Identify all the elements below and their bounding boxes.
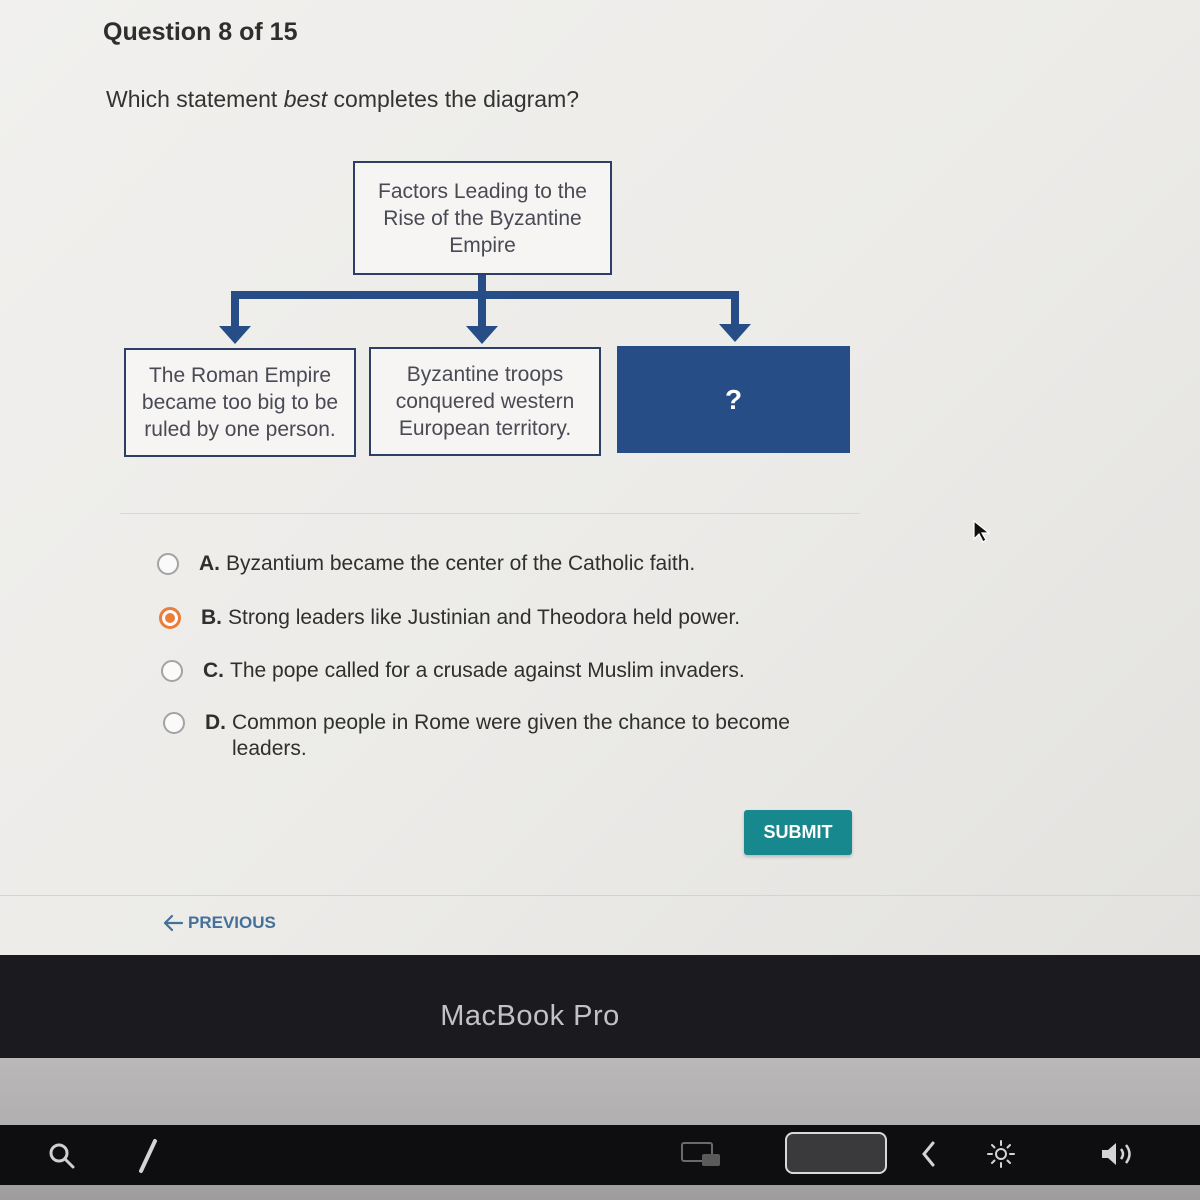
prompt-emphasis: best: [283, 86, 328, 112]
touch-bar: [0, 1125, 1200, 1185]
device-label: MacBook Pro: [440, 1000, 620, 1032]
answer-option-d[interactable]: [163, 710, 805, 762]
radio-button[interactable]: [157, 553, 179, 575]
answer-option-a[interactable]: [157, 551, 695, 577]
submit-button[interactable]: SUBMIT: [744, 810, 852, 855]
volume-icon[interactable]: [1098, 1138, 1142, 1170]
answer-letter: D.: [205, 711, 226, 734]
diagram-root-box: Factors Leading to the Rise of the Byzantine Empire: [353, 161, 612, 275]
search-icon[interactable]: [46, 1140, 78, 1172]
answer-text: Common people in Rome were given the chance to become leaders.: [232, 711, 790, 760]
radio-button[interactable]: [161, 660, 183, 682]
answer-text: The pope called for a crusade against Muslim invaders.: [230, 659, 745, 682]
answer-letter: B.: [201, 606, 222, 629]
brightness-slider[interactable]: [785, 1132, 887, 1174]
diagram-factor-2: Byzantine troops conquered western European territory.: [369, 347, 601, 456]
arrow-left-icon: [162, 914, 184, 932]
question-counter: Question 8 of 15: [103, 18, 298, 46]
answer-text: Byzantium became the center of the Catholic faith.: [226, 552, 696, 575]
answer-text: Strong leaders like Justinian and Theodora held power.: [228, 606, 741, 629]
screen-mirror-icon[interactable]: [680, 1140, 724, 1170]
previous-label: PREVIOUS: [188, 913, 276, 932]
diagram: [0, 0, 1200, 470]
answer-option-c[interactable]: [161, 658, 745, 684]
diagram-missing-factor: ?: [617, 346, 850, 453]
radio-button[interactable]: [163, 712, 185, 734]
diagram-factor-1: The Roman Empire became too big to be ruled by one person.: [124, 348, 356, 457]
answer-letter: C.: [203, 659, 224, 682]
prompt-text-end: completes the diagram?: [327, 86, 580, 112]
previous-button[interactable]: [162, 913, 276, 933]
brightness-icon[interactable]: [985, 1138, 1017, 1170]
answer-letter: A.: [199, 552, 220, 575]
footer-divider: [0, 895, 1200, 896]
chevron-left-icon[interactable]: [917, 1138, 941, 1170]
radio-button-selected[interactable]: [159, 607, 181, 629]
answer-option-b[interactable]: [159, 605, 740, 631]
prompt-text-start: Which statement: [106, 86, 284, 112]
mouse-cursor-icon: [972, 519, 992, 545]
pencil-icon[interactable]: [135, 1138, 161, 1174]
divider: [120, 513, 860, 514]
